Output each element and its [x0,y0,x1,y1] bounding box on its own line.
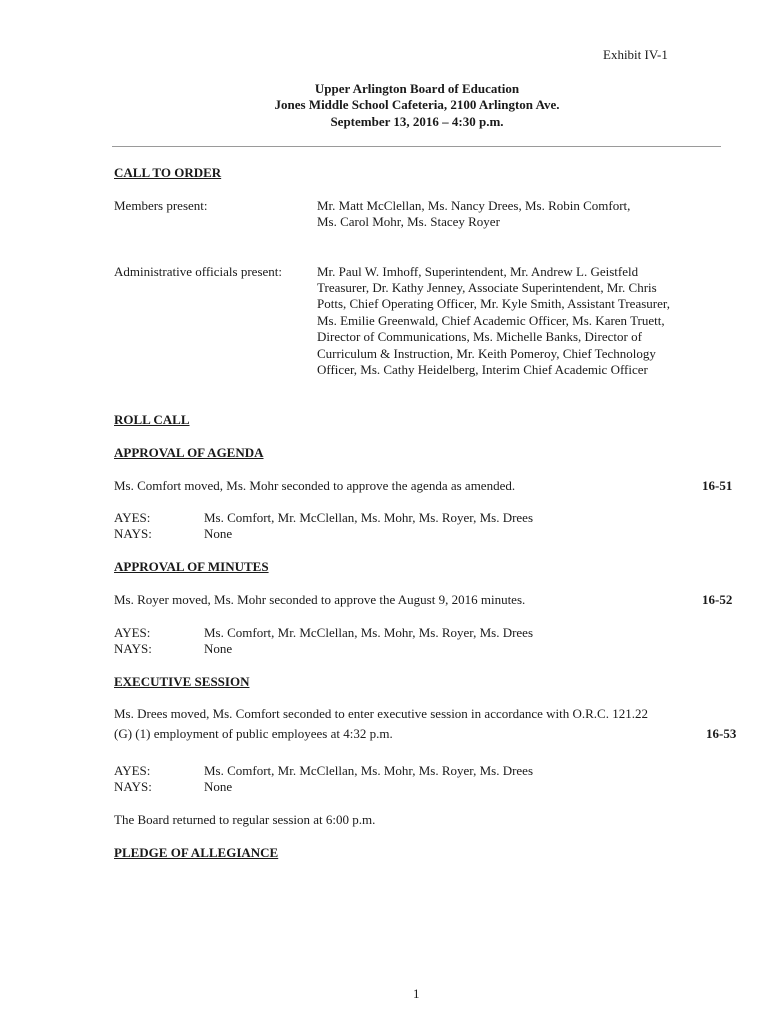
resolution-number: 16-52 [702,592,733,607]
return-session-note: The Board returned to regular session at 6:00 p.m. [114,812,376,827]
header-location: Jones Middle School Cafeteria, 2100 Arlington Ave. [274,97,560,112]
ayes-value: Ms. Comfort, Mr. McClellan, Ms. Mohr, Ms. Royer, Ms. Drees [204,763,534,778]
admin-officials-line: Potts, Chief Operating Officer, Mr. Kyle Smith, Assistant Treasurer, [317,296,670,311]
executive-motion-line: Ms. Drees moved, Ms. Comfort seconded to enter executive session in accordance with O.R.C. 121.22 [114,706,648,721]
admin-officials-line: Mr. Paul W. Imhoff, Superintendent, Mr. Andrew L. Geistfeld [317,264,639,279]
members-present-label: Members present: [114,198,208,213]
call-to-order-heading: CALL TO ORDER [114,165,222,180]
nays-label: NAYS: [114,779,152,794]
nays-value: None [204,526,233,541]
members-present-line: Mr. Matt McClellan, Ms. Nancy Drees, Ms. Robin Comfort, [317,198,631,213]
ayes-label: AYES: [114,510,151,525]
admin-officials-line: Treasurer, Dr. Kathy Jenney, Associate Superintendent, Mr. Chris [317,280,657,295]
admin-officials-line: Director of Communications, Ms. Michelle Banks, Director of [317,329,642,344]
ayes-label: AYES: [114,625,151,640]
header-divider [112,146,721,147]
resolution-number: 16-53 [706,726,737,741]
nays-value: None [204,641,233,656]
page-number: 1 [413,986,420,1001]
executive-session-heading: EXECUTIVE SESSION [114,674,250,689]
admin-officials-label: Administrative officials present: [114,264,282,279]
nays-label: NAYS: [114,641,152,656]
admin-officials-line: Officer, Ms. Cathy Heidelberg, Interim Chief Academic Officer [317,362,648,377]
ayes-value: Ms. Comfort, Mr. McClellan, Ms. Mohr, Ms. Royer, Ms. Drees [204,510,534,525]
resolution-number: 16-51 [702,478,733,493]
pledge-heading: PLEDGE OF ALLEGIANCE [114,845,279,860]
header-title: Upper Arlington Board of Education [314,81,520,96]
agenda-heading: APPROVAL OF AGENDA [114,445,264,460]
minutes-heading: APPROVAL OF MINUTES [114,559,269,574]
admin-officials-line: Curriculum & Instruction, Mr. Keith Pomeroy, Chief Technology [317,346,656,361]
agenda-motion: Ms. Comfort moved, Ms. Mohr seconded to approve the agenda as amended. [114,478,516,493]
executive-motion-line: (G) (1) employment of public employees at 4:32 p.m. [114,726,393,741]
admin-officials-line: Ms. Emilie Greenwald, Chief Academic Officer, Ms. Karen Truett, [317,313,665,328]
ayes-value: Ms. Comfort, Mr. McClellan, Ms. Mohr, Ms. Royer, Ms. Drees [204,625,534,640]
nays-value: None [204,779,233,794]
ayes-label: AYES: [114,763,151,778]
exhibit-label: Exhibit IV-1 [603,47,668,62]
nays-label: NAYS: [114,526,152,541]
roll-call-heading: ROLL CALL [114,412,190,427]
minutes-motion: Ms. Royer moved, Ms. Mohr seconded to approve the August 9, 2016 minutes. [114,592,526,607]
members-present-line: Ms. Carol Mohr, Ms. Stacey Royer [317,214,500,229]
header-date: September 13, 2016 – 4:30 p.m. [330,114,504,129]
